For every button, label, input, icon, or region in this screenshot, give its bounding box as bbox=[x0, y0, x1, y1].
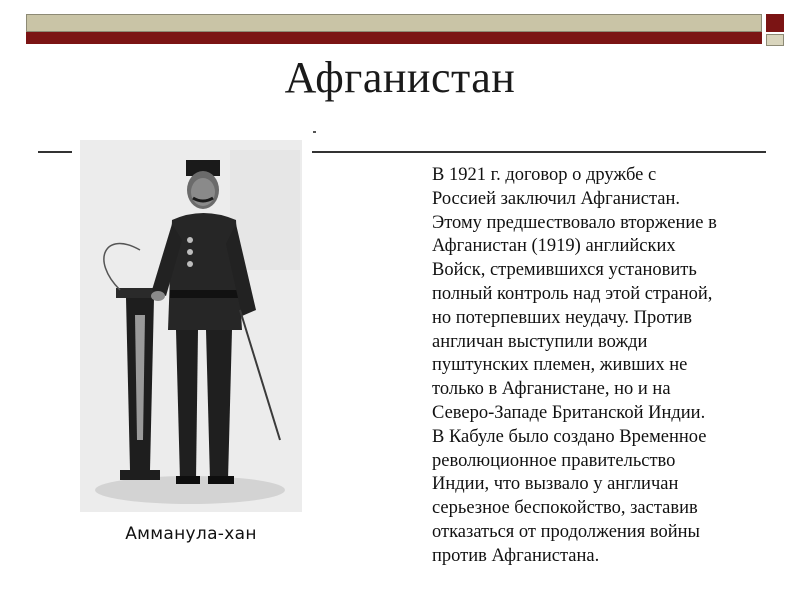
separator-line-left bbox=[38, 151, 72, 153]
body-line: Этому предшествовало вторжение в bbox=[432, 212, 717, 233]
body-line: Северо-Западе Британской Индии. bbox=[432, 402, 706, 423]
body-line: Индии, что вызвало у англичан bbox=[432, 474, 679, 495]
slide-title: Афганистан bbox=[284, 53, 516, 102]
header-decor-bar bbox=[26, 14, 762, 44]
body-line: Россией заключил Афганистан. bbox=[432, 188, 681, 209]
body-line: против Афганистана. bbox=[432, 545, 600, 566]
portrait-illustration bbox=[80, 140, 302, 512]
photo-caption: Амманула-хан bbox=[125, 524, 257, 544]
body-line: серьезное беспокойство, заставив bbox=[432, 498, 698, 519]
body-line: англичан выступили вожди bbox=[432, 331, 648, 352]
body-line: В Кабуле было создано Временное bbox=[432, 426, 707, 447]
corner-square-outline bbox=[766, 34, 784, 46]
body-line: пуштунских племен, живших не bbox=[432, 355, 688, 376]
body-line: но потерпевших неудачу. Против bbox=[432, 307, 693, 328]
body-line: Афганистан (1919) английских bbox=[432, 236, 676, 257]
body-line: Войск, стремившихся установить bbox=[432, 260, 697, 281]
body-line: только в Афганистане, но и на bbox=[432, 379, 671, 400]
separator-dot bbox=[313, 131, 316, 133]
separator-line-right bbox=[312, 151, 766, 153]
body-paragraph bbox=[432, 164, 784, 569]
body-line: В 1921 г. договор о дружбе с bbox=[432, 165, 657, 185]
body-line: отказаться от продолжения войны bbox=[432, 521, 700, 542]
body-line: революционное правительство bbox=[432, 450, 676, 471]
header-bar-light bbox=[26, 14, 762, 32]
portrait-photo bbox=[80, 140, 302, 512]
body-line: полный контроль над этой страной, bbox=[432, 283, 713, 304]
header-bar-dark-red bbox=[26, 32, 762, 44]
corner-square-red bbox=[766, 14, 784, 32]
